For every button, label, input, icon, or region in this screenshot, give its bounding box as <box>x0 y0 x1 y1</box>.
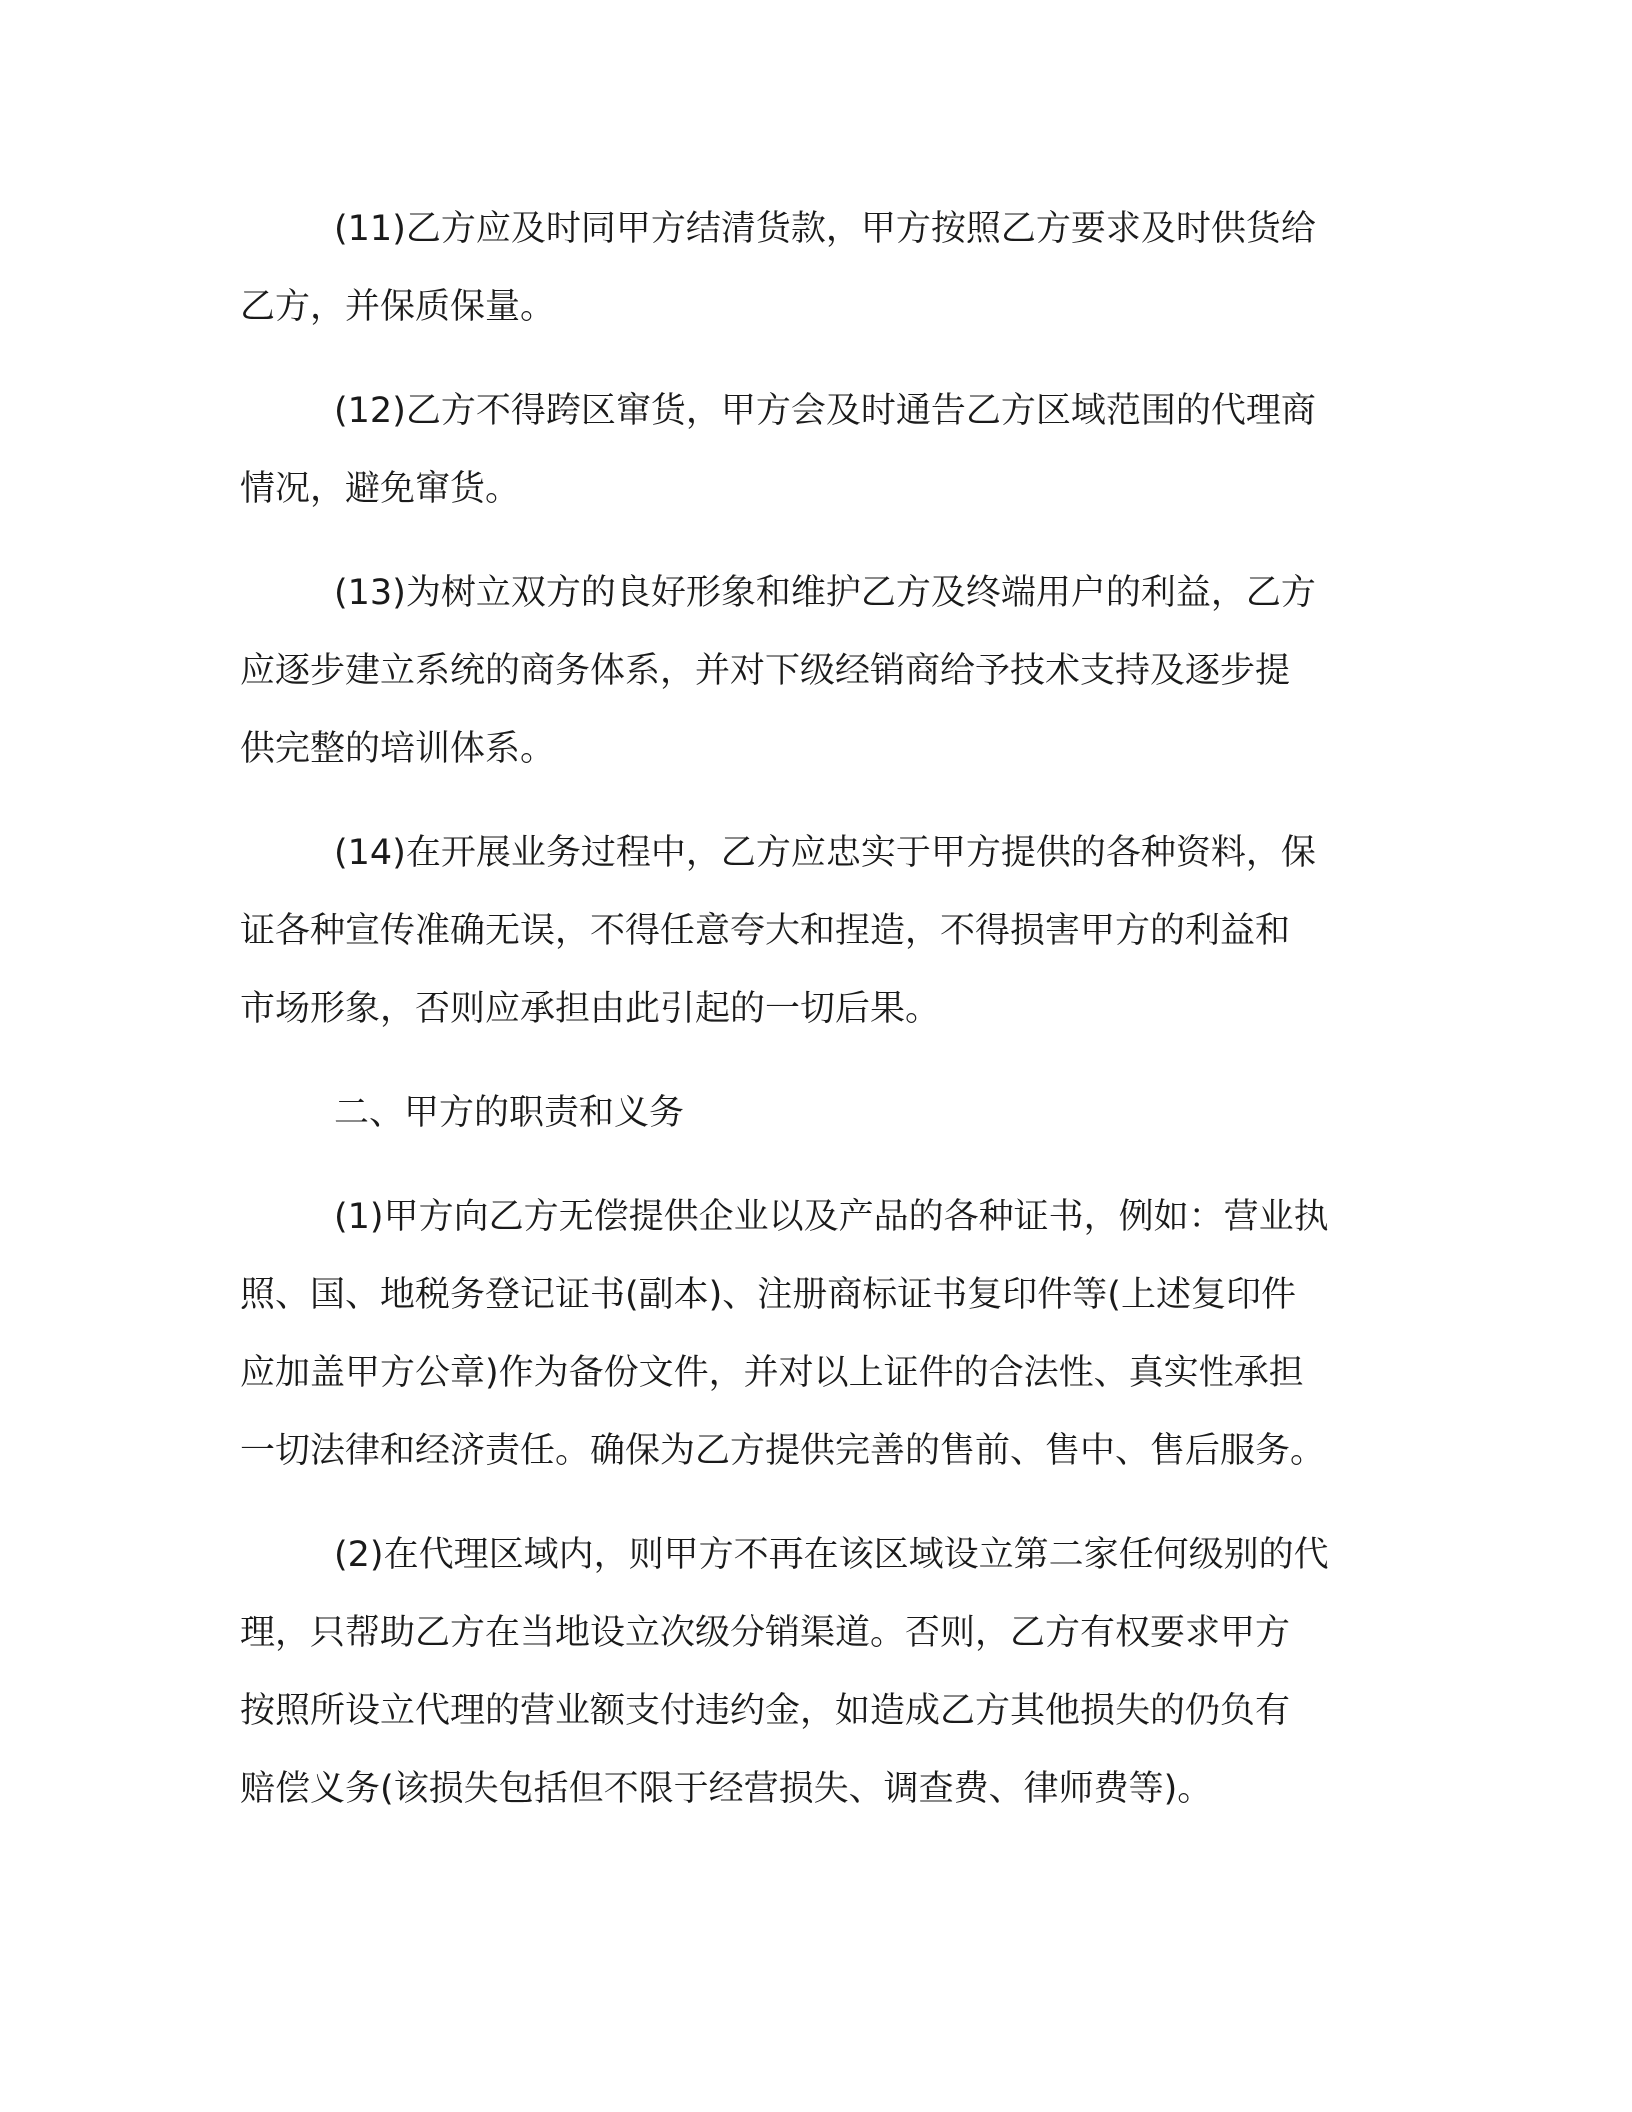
section-clause-2-line-1: (2)在代理区域内，则甲方不再在该区域设立第二家任何级别的代 <box>334 1535 1329 1575</box>
clause-11 <box>240 190 1390 346</box>
clause-11-line-1: (11)乙方应及时同甲方结清货款，甲方按照乙方要求及时供货给 <box>334 209 1316 249</box>
section-heading: 二、甲方的职责和义务 <box>334 1093 685 1133</box>
clause-11-line-2: 乙方，并保质保量。 <box>240 287 556 327</box>
section-clause-2-line-3: 按照所设立代理的营业额支付违约金，如造成乙方其他损失的仍负有 <box>240 1691 1291 1731</box>
clause-13 <box>240 554 1390 788</box>
section-clause-1-line-3: 应加盖甲方公章)作为备份文件，并对以上证件的合法性、真实性承担 <box>240 1353 1304 1393</box>
clause-13-line-1: (13)为树立双方的良好形象和维护乙方及终端用户的利益，乙方 <box>334 573 1316 613</box>
section-clause-1-line-1: (1)甲方向乙方无偿提供企业以及产品的各种证书，例如：营业执 <box>334 1197 1329 1237</box>
clause-13-line-3: 供完整的培训体系。 <box>240 729 556 769</box>
section-clause-1-line-2: 照、国、地税务登记证书(副本)、注册商标证书复印件等(上述复印件 <box>240 1275 1296 1315</box>
clause-12-line-1: (12)乙方不得跨区窜货，甲方会及时通告乙方区域范围的代理商 <box>334 391 1316 431</box>
clause-13-line-2: 应逐步建立系统的商务体系，并对下级经销商给予技术支持及逐步提 <box>240 651 1291 691</box>
clause-12 <box>240 372 1390 528</box>
clause-12-line-2: 情况，避免窜货。 <box>240 469 521 509</box>
section-clause-2-line-2: 理，只帮助乙方在当地设立次级分销渠道。否则，乙方有权要求甲方 <box>240 1613 1291 1653</box>
clause-14 <box>240 814 1390 1048</box>
section-clause-1 <box>240 1178 1390 1490</box>
document-body <box>240 190 1390 1854</box>
clause-14-line-2: 证各种宣传准确无误，不得任意夸大和捏造，不得损害甲方的利益和 <box>240 911 1291 951</box>
clause-14-line-3: 市场形象，否则应承担由此引起的一切后果。 <box>240 989 941 1029</box>
clause-14-line-1: (14)在开展业务过程中，乙方应忠实于甲方提供的各种资料，保 <box>334 833 1316 873</box>
section-clause-1-line-4: 一切法律和经济责任。确保为乙方提供完善的售前、售中、售后服务。 <box>240 1431 1326 1471</box>
section-clause-2-line-4: 赔偿义务(该损失包括但不限于经营损失、调查费、律师费等)。 <box>240 1769 1213 1809</box>
section-clause-2 <box>240 1516 1390 1828</box>
